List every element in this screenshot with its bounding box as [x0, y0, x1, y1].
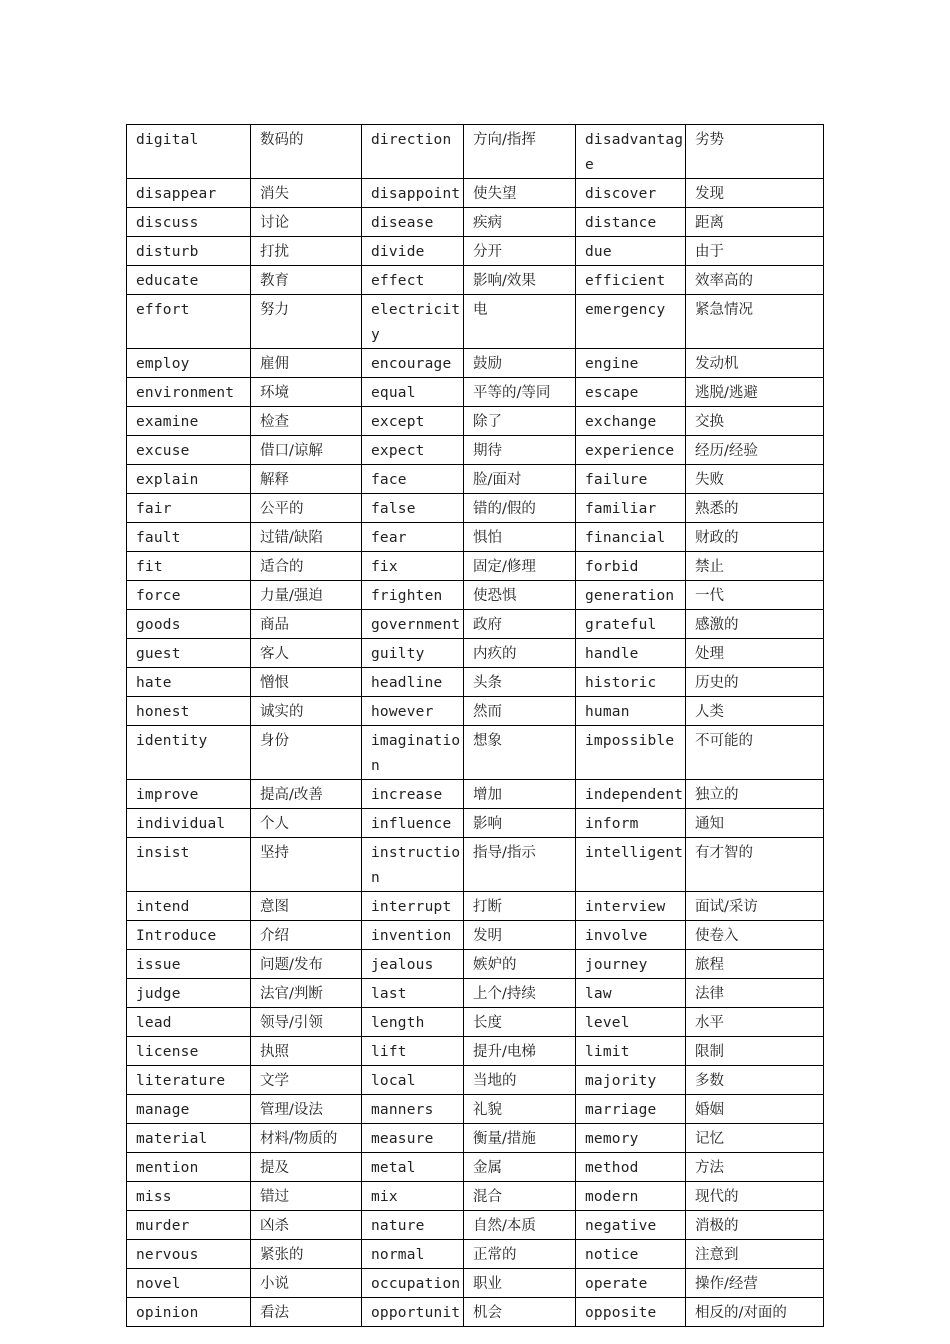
english-word-cell: improve	[127, 780, 251, 809]
english-word-cell: grateful	[576, 610, 686, 639]
chinese-meaning-cell: 注意到	[686, 1240, 824, 1269]
english-word-cell: inform	[576, 809, 686, 838]
chinese-meaning-cell: 方法	[686, 1153, 824, 1182]
chinese-meaning-cell: 诚实的	[251, 697, 362, 726]
english-word-cell: fix	[362, 552, 464, 581]
chinese-meaning-cell: 熟悉的	[686, 494, 824, 523]
chinese-meaning-cell: 水平	[686, 1008, 824, 1037]
chinese-meaning-cell: 材料/物质的	[251, 1124, 362, 1153]
chinese-meaning-cell: 错过	[251, 1182, 362, 1211]
chinese-meaning-cell: 交换	[686, 407, 824, 436]
chinese-meaning-cell: 政府	[464, 610, 576, 639]
english-word-cell: license	[127, 1037, 251, 1066]
english-word-cell: fair	[127, 494, 251, 523]
chinese-meaning-cell: 小说	[251, 1269, 362, 1298]
chinese-meaning-cell: 上个/持续	[464, 979, 576, 1008]
chinese-meaning-cell: 打扰	[251, 237, 362, 266]
english-word-cell: imagination	[362, 726, 464, 780]
table-row	[127, 892, 824, 921]
chinese-meaning-cell: 分开	[464, 237, 576, 266]
chinese-meaning-cell: 数码的	[251, 125, 362, 179]
table-row	[127, 266, 824, 295]
chinese-meaning-cell: 增加	[464, 780, 576, 809]
english-word-cell: false	[362, 494, 464, 523]
table-row	[127, 950, 824, 979]
chinese-meaning-cell: 打断	[464, 892, 576, 921]
english-word-cell: memory	[576, 1124, 686, 1153]
english-word-cell: issue	[127, 950, 251, 979]
english-word-cell: human	[576, 697, 686, 726]
english-word-cell: disadvantage	[576, 125, 686, 179]
english-word-cell: individual	[127, 809, 251, 838]
chinese-meaning-cell: 惧怕	[464, 523, 576, 552]
english-word-cell: intend	[127, 892, 251, 921]
english-word-cell: guest	[127, 639, 251, 668]
chinese-meaning-cell: 力量/强迫	[251, 581, 362, 610]
english-word-cell: interrupt	[362, 892, 464, 921]
chinese-meaning-cell: 禁止	[686, 552, 824, 581]
chinese-meaning-cell: 限制	[686, 1037, 824, 1066]
chinese-meaning-cell: 独立的	[686, 780, 824, 809]
chinese-meaning-cell: 经历/经验	[686, 436, 824, 465]
chinese-meaning-cell: 感激的	[686, 610, 824, 639]
english-word-cell: negative	[576, 1211, 686, 1240]
english-word-cell: intelligent	[576, 838, 686, 892]
chinese-meaning-cell: 看法	[251, 1298, 362, 1327]
table-row	[127, 465, 824, 494]
english-word-cell: majority	[576, 1066, 686, 1095]
chinese-meaning-cell: 劣势	[686, 125, 824, 179]
english-word-cell: law	[576, 979, 686, 1008]
table-row	[127, 125, 824, 179]
chinese-meaning-cell: 记忆	[686, 1124, 824, 1153]
chinese-meaning-cell: 内疚的	[464, 639, 576, 668]
english-word-cell: lift	[362, 1037, 464, 1066]
chinese-meaning-cell: 检查	[251, 407, 362, 436]
chinese-meaning-cell: 嫉妒的	[464, 950, 576, 979]
vocabulary-table	[126, 124, 824, 1327]
chinese-meaning-cell: 发动机	[686, 349, 824, 378]
english-word-cell: mention	[127, 1153, 251, 1182]
chinese-meaning-cell: 紧张的	[251, 1240, 362, 1269]
chinese-meaning-cell: 疾病	[464, 208, 576, 237]
table-row	[127, 378, 824, 407]
chinese-meaning-cell: 历史的	[686, 668, 824, 697]
english-word-cell: manners	[362, 1095, 464, 1124]
chinese-meaning-cell: 执照	[251, 1037, 362, 1066]
chinese-meaning-cell: 衡量/措施	[464, 1124, 576, 1153]
english-word-cell: material	[127, 1124, 251, 1153]
chinese-meaning-cell: 雇佣	[251, 349, 362, 378]
english-word-cell: engine	[576, 349, 686, 378]
chinese-meaning-cell: 正常的	[464, 1240, 576, 1269]
english-word-cell: operate	[576, 1269, 686, 1298]
english-word-cell: marriage	[576, 1095, 686, 1124]
chinese-meaning-cell: 距离	[686, 208, 824, 237]
chinese-meaning-cell: 身份	[251, 726, 362, 780]
table-row	[127, 295, 824, 349]
chinese-meaning-cell: 多数	[686, 1066, 824, 1095]
english-word-cell: electricity	[362, 295, 464, 349]
english-word-cell: efficient	[576, 266, 686, 295]
english-word-cell: generation	[576, 581, 686, 610]
chinese-meaning-cell: 职业	[464, 1269, 576, 1298]
chinese-meaning-cell: 个人	[251, 809, 362, 838]
english-word-cell: excuse	[127, 436, 251, 465]
english-word-cell: novel	[127, 1269, 251, 1298]
chinese-meaning-cell: 坚持	[251, 838, 362, 892]
english-word-cell: impossible	[576, 726, 686, 780]
chinese-meaning-cell: 介绍	[251, 921, 362, 950]
chinese-meaning-cell: 管理/设法	[251, 1095, 362, 1124]
english-word-cell: frighten	[362, 581, 464, 610]
chinese-meaning-cell: 混合	[464, 1182, 576, 1211]
english-word-cell: judge	[127, 979, 251, 1008]
table-row	[127, 581, 824, 610]
table-row	[127, 1008, 824, 1037]
table-row	[127, 552, 824, 581]
chinese-meaning-cell: 逃脱/逃避	[686, 378, 824, 407]
chinese-meaning-cell: 适合的	[251, 552, 362, 581]
english-word-cell: normal	[362, 1240, 464, 1269]
english-word-cell: effect	[362, 266, 464, 295]
english-word-cell: nervous	[127, 1240, 251, 1269]
chinese-meaning-cell: 自然/本质	[464, 1211, 576, 1240]
english-word-cell: Introduce	[127, 921, 251, 950]
chinese-meaning-cell: 除了	[464, 407, 576, 436]
chinese-meaning-cell: 凶杀	[251, 1211, 362, 1240]
english-word-cell: opinion	[127, 1298, 251, 1327]
chinese-meaning-cell: 领导/引领	[251, 1008, 362, 1037]
chinese-meaning-cell: 有才智的	[686, 838, 824, 892]
table-row	[127, 436, 824, 465]
chinese-meaning-cell: 脸/面对	[464, 465, 576, 494]
chinese-meaning-cell: 指导/指示	[464, 838, 576, 892]
english-word-cell: occupation	[362, 1269, 464, 1298]
table-row	[127, 838, 824, 892]
english-word-cell: disappoint	[362, 179, 464, 208]
chinese-meaning-cell: 面试/采访	[686, 892, 824, 921]
chinese-meaning-cell: 礼貌	[464, 1095, 576, 1124]
english-word-cell: direction	[362, 125, 464, 179]
table-row	[127, 208, 824, 237]
english-word-cell: opposite	[576, 1298, 686, 1327]
table-row	[127, 1124, 824, 1153]
english-word-cell: digital	[127, 125, 251, 179]
chinese-meaning-cell: 方向/指挥	[464, 125, 576, 179]
english-word-cell: handle	[576, 639, 686, 668]
chinese-meaning-cell: 意图	[251, 892, 362, 921]
english-word-cell: increase	[362, 780, 464, 809]
chinese-meaning-cell: 错的/假的	[464, 494, 576, 523]
english-word-cell: insist	[127, 838, 251, 892]
english-word-cell: guilty	[362, 639, 464, 668]
chinese-meaning-cell: 使恐惧	[464, 581, 576, 610]
english-word-cell: method	[576, 1153, 686, 1182]
english-word-cell: involve	[576, 921, 686, 950]
chinese-meaning-cell: 环境	[251, 378, 362, 407]
chinese-meaning-cell: 使失望	[464, 179, 576, 208]
english-word-cell: disturb	[127, 237, 251, 266]
table-row	[127, 921, 824, 950]
chinese-meaning-cell: 由于	[686, 237, 824, 266]
chinese-meaning-cell: 影响/效果	[464, 266, 576, 295]
english-word-cell: educate	[127, 266, 251, 295]
english-word-cell: expect	[362, 436, 464, 465]
english-word-cell: except	[362, 407, 464, 436]
chinese-meaning-cell: 机会	[464, 1298, 576, 1327]
english-word-cell: journey	[576, 950, 686, 979]
chinese-meaning-cell: 想象	[464, 726, 576, 780]
english-word-cell: interview	[576, 892, 686, 921]
chinese-meaning-cell: 头条	[464, 668, 576, 697]
english-word-cell: failure	[576, 465, 686, 494]
chinese-meaning-cell: 解释	[251, 465, 362, 494]
chinese-meaning-cell: 电	[464, 295, 576, 349]
english-word-cell: encourage	[362, 349, 464, 378]
chinese-meaning-cell: 商品	[251, 610, 362, 639]
chinese-meaning-cell: 教育	[251, 266, 362, 295]
chinese-meaning-cell: 发现	[686, 179, 824, 208]
chinese-meaning-cell: 提升/电梯	[464, 1037, 576, 1066]
english-word-cell: financial	[576, 523, 686, 552]
english-word-cell: familiar	[576, 494, 686, 523]
english-word-cell: influence	[362, 809, 464, 838]
chinese-meaning-cell: 提及	[251, 1153, 362, 1182]
chinese-meaning-cell: 一代	[686, 581, 824, 610]
english-word-cell: goods	[127, 610, 251, 639]
chinese-meaning-cell: 人类	[686, 697, 824, 726]
english-word-cell: manage	[127, 1095, 251, 1124]
chinese-meaning-cell: 效率高的	[686, 266, 824, 295]
table-row	[127, 1153, 824, 1182]
chinese-meaning-cell: 法律	[686, 979, 824, 1008]
chinese-meaning-cell: 通知	[686, 809, 824, 838]
table-row	[127, 1182, 824, 1211]
table-row	[127, 1240, 824, 1269]
chinese-meaning-cell: 影响	[464, 809, 576, 838]
english-word-cell: identity	[127, 726, 251, 780]
english-word-cell: fit	[127, 552, 251, 581]
english-word-cell: notice	[576, 1240, 686, 1269]
chinese-meaning-cell: 现代的	[686, 1182, 824, 1211]
english-word-cell: force	[127, 581, 251, 610]
table-row	[127, 494, 824, 523]
table-row	[127, 668, 824, 697]
table-row	[127, 1037, 824, 1066]
table-row	[127, 979, 824, 1008]
english-word-cell: opportunit	[362, 1298, 464, 1327]
english-word-cell: however	[362, 697, 464, 726]
table-row	[127, 349, 824, 378]
english-word-cell: discuss	[127, 208, 251, 237]
english-word-cell: mix	[362, 1182, 464, 1211]
table-row	[127, 639, 824, 668]
english-word-cell: effort	[127, 295, 251, 349]
english-word-cell: government	[362, 610, 464, 639]
chinese-meaning-cell: 然而	[464, 697, 576, 726]
english-word-cell: disappear	[127, 179, 251, 208]
english-word-cell: fault	[127, 523, 251, 552]
chinese-meaning-cell: 憎恨	[251, 668, 362, 697]
chinese-meaning-cell: 公平的	[251, 494, 362, 523]
table-row	[127, 1095, 824, 1124]
english-word-cell: divide	[362, 237, 464, 266]
table-row	[127, 726, 824, 780]
chinese-meaning-cell: 相反的/对面的	[686, 1298, 824, 1327]
chinese-meaning-cell: 金属	[464, 1153, 576, 1182]
english-word-cell: emergency	[576, 295, 686, 349]
table-row	[127, 1066, 824, 1095]
english-word-cell: explain	[127, 465, 251, 494]
chinese-meaning-cell: 提高/改善	[251, 780, 362, 809]
chinese-meaning-cell: 不可能的	[686, 726, 824, 780]
english-word-cell: headline	[362, 668, 464, 697]
english-word-cell: discover	[576, 179, 686, 208]
english-word-cell: literature	[127, 1066, 251, 1095]
chinese-meaning-cell: 失败	[686, 465, 824, 494]
english-word-cell: examine	[127, 407, 251, 436]
table-row	[127, 1298, 824, 1327]
chinese-meaning-cell: 鼓励	[464, 349, 576, 378]
chinese-meaning-cell: 努力	[251, 295, 362, 349]
english-word-cell: murder	[127, 1211, 251, 1240]
chinese-meaning-cell: 消失	[251, 179, 362, 208]
english-word-cell: nature	[362, 1211, 464, 1240]
english-word-cell: measure	[362, 1124, 464, 1153]
chinese-meaning-cell: 当地的	[464, 1066, 576, 1095]
english-word-cell: lead	[127, 1008, 251, 1037]
chinese-meaning-cell: 发明	[464, 921, 576, 950]
english-word-cell: jealous	[362, 950, 464, 979]
chinese-meaning-cell: 婚姻	[686, 1095, 824, 1124]
chinese-meaning-cell: 固定/修理	[464, 552, 576, 581]
table-row	[127, 780, 824, 809]
chinese-meaning-cell: 处理	[686, 639, 824, 668]
english-word-cell: independent	[576, 780, 686, 809]
chinese-meaning-cell: 旅程	[686, 950, 824, 979]
english-word-cell: invention	[362, 921, 464, 950]
english-word-cell: honest	[127, 697, 251, 726]
english-word-cell: employ	[127, 349, 251, 378]
english-word-cell: modern	[576, 1182, 686, 1211]
chinese-meaning-cell: 使卷入	[686, 921, 824, 950]
english-word-cell: level	[576, 1008, 686, 1037]
english-word-cell: instruction	[362, 838, 464, 892]
english-word-cell: equal	[362, 378, 464, 407]
table-row	[127, 1269, 824, 1298]
chinese-meaning-cell: 客人	[251, 639, 362, 668]
table-row	[127, 407, 824, 436]
chinese-meaning-cell: 长度	[464, 1008, 576, 1037]
table-row	[127, 1211, 824, 1240]
table-row	[127, 809, 824, 838]
english-word-cell: length	[362, 1008, 464, 1037]
chinese-meaning-cell: 财政的	[686, 523, 824, 552]
table-row	[127, 179, 824, 208]
chinese-meaning-cell: 期待	[464, 436, 576, 465]
english-word-cell: exchange	[576, 407, 686, 436]
chinese-meaning-cell: 平等的/等同	[464, 378, 576, 407]
table-row	[127, 697, 824, 726]
chinese-meaning-cell: 消极的	[686, 1211, 824, 1240]
english-word-cell: limit	[576, 1037, 686, 1066]
chinese-meaning-cell: 紧急情况	[686, 295, 824, 349]
chinese-meaning-cell: 过错/缺陷	[251, 523, 362, 552]
table-row	[127, 523, 824, 552]
chinese-meaning-cell: 问题/发布	[251, 950, 362, 979]
chinese-meaning-cell: 借口/谅解	[251, 436, 362, 465]
chinese-meaning-cell: 文学	[251, 1066, 362, 1095]
english-word-cell: last	[362, 979, 464, 1008]
chinese-meaning-cell: 操作/经营	[686, 1269, 824, 1298]
english-word-cell: distance	[576, 208, 686, 237]
chinese-meaning-cell: 法官/判断	[251, 979, 362, 1008]
english-word-cell: historic	[576, 668, 686, 697]
english-word-cell: escape	[576, 378, 686, 407]
chinese-meaning-cell: 讨论	[251, 208, 362, 237]
english-word-cell: experience	[576, 436, 686, 465]
english-word-cell: local	[362, 1066, 464, 1095]
english-word-cell: due	[576, 237, 686, 266]
english-word-cell: fear	[362, 523, 464, 552]
english-word-cell: forbid	[576, 552, 686, 581]
english-word-cell: miss	[127, 1182, 251, 1211]
english-word-cell: disease	[362, 208, 464, 237]
table-row	[127, 237, 824, 266]
english-word-cell: environment	[127, 378, 251, 407]
table-row	[127, 610, 824, 639]
english-word-cell: hate	[127, 668, 251, 697]
english-word-cell: face	[362, 465, 464, 494]
english-word-cell: metal	[362, 1153, 464, 1182]
